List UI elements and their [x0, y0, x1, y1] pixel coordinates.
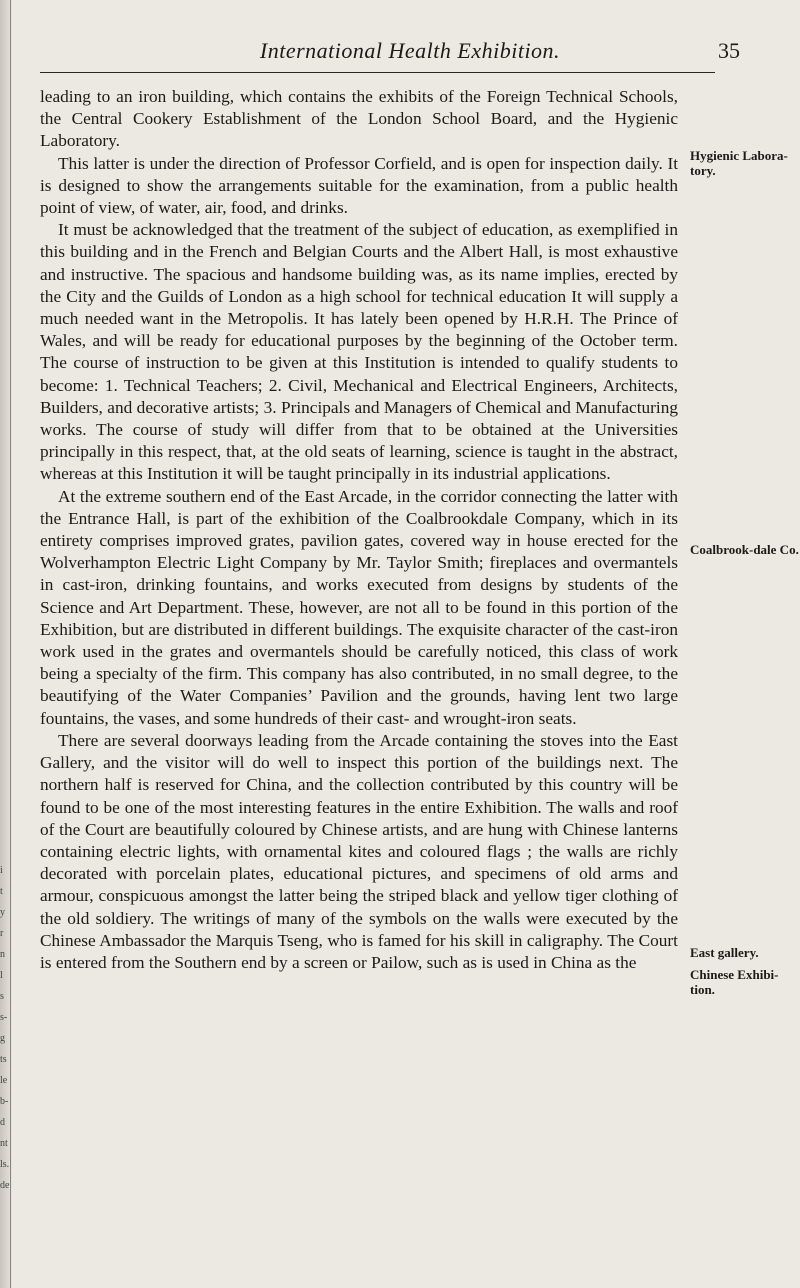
facing-page-edge-text [0, 860, 12, 1196]
edge-fragment: le [0, 1075, 8, 1086]
edge-fragment: n [0, 949, 5, 960]
edge-fragment: ts [0, 1054, 7, 1065]
edge-fragment: r [0, 928, 4, 939]
paragraph: There are several doorways leading from the Arcade containing the stoves into the East Gallery, and the visitor will do well to inspect this portion of the buildings next. The northern half is reserved for China, and the collection contributed by this country will be found to be one of the most interesting features in the entire Exhibition. The walls and roof of the Court are beautifully coloured by Chinese artists, and are hung with Chinese lanterns containing electric lights, with ornamental kites and coloured flags ; the walls are richly decorated with porcelain plates, educational pictures, and specimens of old arms and armour, conspicuous amongst the latter being the striped black and yellow tiger clothing of the old soldiery. The writings of many of the symbols on the walls were executed by the Chinese Ambassador the Marquis Tseng, who is famed for his skill in caligraphy. The Court is entered from the Southern end by a screen or Pailow, such as is used in China as the [40, 730, 678, 972]
margin-note-east-gallery: East gallery. [690, 945, 759, 960]
edge-fragment: s- [0, 1012, 8, 1023]
edge-fragment: de [0, 1180, 10, 1191]
paragraph: At the extreme southern end of the East Arcade, in the corridor connecting the latter with the Entrance Hall, is part of the exhibition of the Coalbrookdale Company, which in its entirety comprises improved grates, pavilion gates, covered way in house erected for the Wolverhampton Electric Light Company by Mr. Taylor Smith; fireplaces and overmantels in cast-iron, drinking fountains, and works executed from designs by students of the Science and Art Department. These, however, are not all to be found in this portion of the Exhibition, but are distributed in different buildings. The exquisite character of the cast-iron work used in the grates and overmantels should be carefully noticed, this class of work being a specialty of the firm. This company has also contributed, in no small degree, to the beautifying of the Water Companies’ Pavilion and the grounds, having lent two large fountains, the vases, and some hundreds of their cast- and wrought-iron seats. [40, 486, 678, 728]
margin-note-hygienic-laboratory: Hygienic Labora-tory. [690, 148, 788, 178]
edge-fragment: nt [0, 1138, 8, 1149]
header-rule [40, 72, 715, 73]
page-header [40, 38, 780, 68]
paragraph: leading to an iron building, which contains the exhibits of the Foreign Technical Schools, the Central Cookery Establishment of the London School Board, and the Hygienic Laboratory. [40, 87, 678, 151]
page-number: 35 [718, 38, 740, 63]
margin-note-chinese-exhibition: Chinese Exhibi-tion. [690, 967, 779, 997]
paragraph: It must be acknowledged that the treatment of the subject of education, as exemplified in this building and in the French and Belgian Courts and the Albert Hall, is most exhaustive and instructive. The spacious and handsome building was, as its name implies, erected by the City and the Guilds of London as a high school for technical education It will supply a much needed want in the Metropolis. It has lately been opened by H.R.H. The Prince of Wales, and will be ready for educational purposes by the beginning of the October term. The course of instruction to be given at this Institution is intended to qualify students to become: 1. Technical Teachers; 2. Civil, Mechanical and Electrical Engineers, Architects, Builders, and decorative artists; 3. Principals and Managers of Chemical and Manufacturing works. The course of study will differ from that to be obtained at the Universities principally in this respect, that, at the old seats of learning, science is taught in the abstract, whereas at this Institution it will be taught principally in its industrial applications. [40, 220, 678, 484]
edge-fragment: g [0, 1033, 5, 1044]
edge-fragment: l [0, 970, 3, 981]
edge-fragment: i [0, 865, 3, 876]
edge-fragment: d [0, 1117, 5, 1128]
edge-fragment: y [0, 907, 5, 918]
paragraph: This latter is under the direction of Professor Corfield, and is open for inspection daily. It is designed to show the arrangements suitable for the examination, from a public health point of view, of water, air, food, and drinks. [40, 153, 678, 218]
running-title: International Health Exhibition. [259, 38, 561, 63]
edge-fragment: t [0, 886, 3, 897]
edge-fragment: b- [0, 1096, 9, 1107]
edge-fragment: ls. [0, 1159, 10, 1170]
margin-note-coalbrookdale: Coalbrook-dale Co. [690, 542, 799, 557]
body-text [40, 86, 678, 974]
edge-fragment: s [0, 991, 4, 1002]
